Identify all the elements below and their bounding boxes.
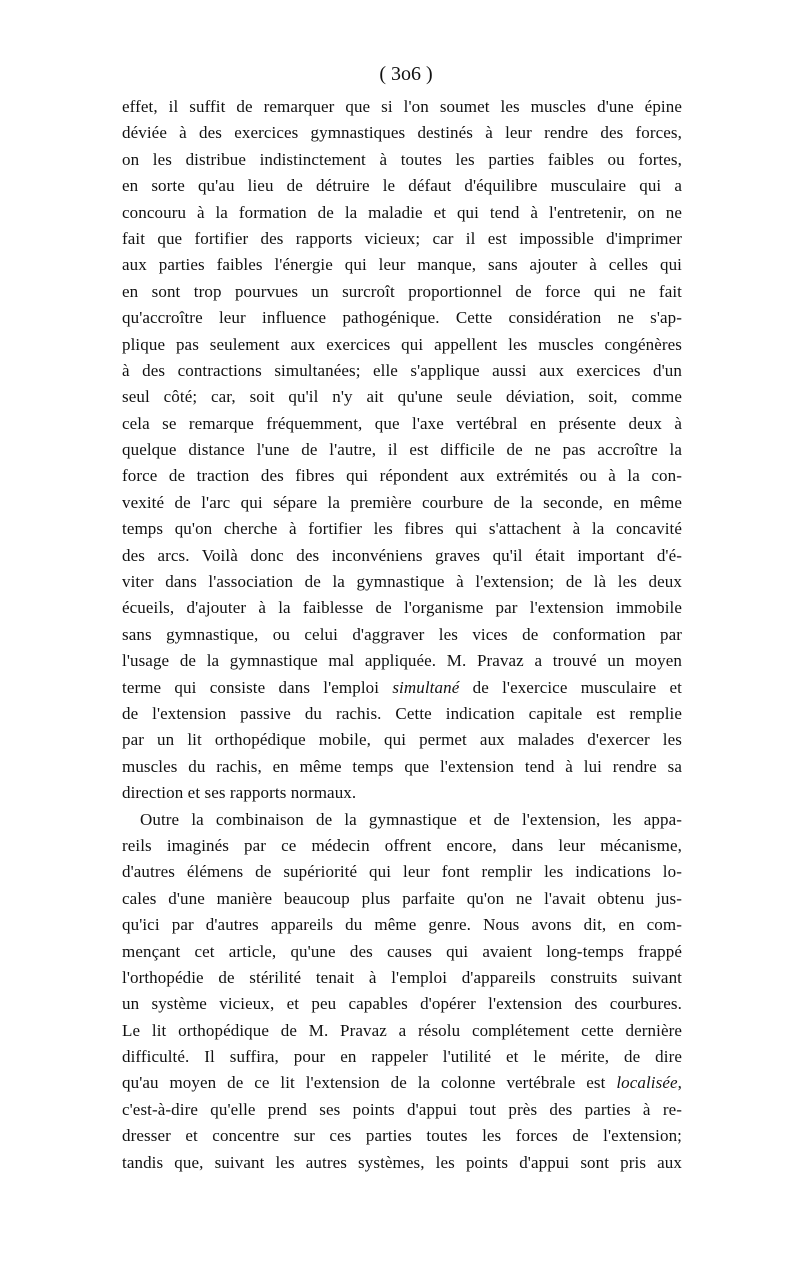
text-line: tandis que, suivant les autres systèmes, les points d'appui sont pris aux bbox=[122, 1152, 682, 1172]
text-line: fait que fortifier des rapports vicieux; car il est impossible d'imprimer bbox=[122, 228, 682, 248]
text-line: en sont trop pourvues un surcroît proportionnel de force qui ne fait bbox=[122, 281, 682, 301]
text-line: à des contractions simultanées; elle s'applique aussi aux exercices d'un bbox=[122, 360, 682, 380]
text-line: temps qu'on cherche à fortifier les fibres qui s'attachent à la concavité bbox=[122, 519, 682, 539]
paragraph-1 bbox=[122, 94, 682, 807]
text-line: qu'ici par d'autres appareils du même genre. Nous avons dit, en com- bbox=[122, 915, 682, 935]
text-line: plique pas seulement aux exercices qui appellent les muscles congénères bbox=[122, 334, 682, 354]
text-line: Le lit orthopédique de M. Pravaz a résolu complétement cette dernière bbox=[122, 1020, 682, 1040]
text-line: Outre la combinaison de la gymnastique et de l'extension, les appa- bbox=[140, 809, 682, 829]
text-line: muscles du rachis, en même temps que l'extension tend à lui rendre sa bbox=[122, 756, 682, 776]
text-line: qu'au moyen de ce lit l'extension de la colonne vertébrale est localisée, bbox=[122, 1073, 682, 1093]
text-line: de l'extension passive du rachis. Cette indication capitale est remplie bbox=[122, 703, 682, 723]
text-line: cela se remarque fréquemment, que l'axe vertébral en présente deux à bbox=[122, 413, 682, 433]
text-line: aux parties faibles l'énergie qui leur manque, sans ajouter à celles qui bbox=[122, 255, 682, 275]
text-line: sans gymnastique, ou celui d'aggraver les vices de conformation par bbox=[122, 624, 682, 644]
text-line: des arcs. Voilà donc des inconvéniens graves qu'il était important d'é- bbox=[122, 545, 682, 565]
text-line: par un lit orthopédique mobile, qui permet aux malades d'exercer les bbox=[122, 730, 682, 750]
text-line: d'autres élémens de supériorité qui leur font remplir les indications lo- bbox=[122, 862, 682, 882]
emphasized-word: localisée bbox=[616, 1073, 678, 1093]
page-number: ( 3o6 ) bbox=[379, 63, 433, 85]
text-line: déviée à des exercices gymnastiques destinés à leur rendre des forces, bbox=[122, 123, 682, 143]
text-line: cales d'une manière beaucoup plus parfaite qu'on ne l'avait obtenu jus- bbox=[122, 888, 682, 908]
paragraph-2 bbox=[122, 807, 682, 1176]
text-line: en sorte qu'au lieu de détruire le défaut d'équilibre musculaire qui a bbox=[122, 176, 682, 196]
text-line: direction et ses rapports normaux. bbox=[122, 783, 357, 803]
text-line: mençant cet article, qu'une des causes qui avaient long-temps frappé bbox=[122, 941, 682, 961]
text-line: on les distribue indistinctement à toutes les parties faibles ou fortes, bbox=[122, 149, 682, 169]
text-line: l'usage de la gymnastique mal appliquée. M. Pravaz a trouvé un moyen bbox=[122, 651, 682, 671]
text-line: c'est-à-dire qu'elle prend ses points d'appui tout près des parties à re- bbox=[122, 1099, 682, 1119]
text-line: dresser et concentre sur ces parties toutes les forces de l'extension; bbox=[122, 1126, 682, 1146]
text-line: difficulté. Il suffira, pour en rappeler l'utilité et le mérite, de dire bbox=[122, 1047, 682, 1067]
text-line: l'orthopédie de stérilité tenait à l'emploi d'appareils construits suivant bbox=[122, 967, 682, 987]
text-line: vexité de l'arc qui sépare la première courbure de la seconde, en même bbox=[122, 492, 682, 512]
text-line: écueils, d'ajouter à la faiblesse de l'organisme par l'extension immobile bbox=[122, 598, 682, 618]
text-line: terme qui consiste dans l'emploi simultané de l'exercice musculaire et bbox=[122, 677, 682, 697]
text-line: qu'accroître leur influence pathogénique. Cette considération ne s'ap- bbox=[122, 308, 682, 328]
text-line: viter dans l'association de la gymnastique à l'extension; de là les deux bbox=[122, 572, 682, 592]
text-line: quelque distance l'une de l'autre, il est difficile de ne pas accroître la bbox=[122, 440, 682, 460]
emphasized-word: simultané bbox=[392, 677, 460, 697]
text-line: seul côté; car, soit qu'il n'y ait qu'une seule déviation, soit, comme bbox=[122, 387, 682, 407]
text-line: force de traction des fibres qui répondent aux extrémités ou à la con- bbox=[122, 466, 682, 486]
text-line: concouru à la formation de la maladie et qui tend à l'entretenir, on ne bbox=[122, 202, 682, 222]
text-line: reils imaginés par ce médecin offrent encore, dans leur mécanisme, bbox=[122, 835, 682, 855]
text-line: un système vicieux, et peu capables d'opérer l'extension des courbures. bbox=[122, 994, 682, 1014]
text-line: effet, il suffit de remarquer que si l'on soumet les muscles d'une épine bbox=[122, 97, 682, 116]
book-page bbox=[122, 62, 682, 1176]
